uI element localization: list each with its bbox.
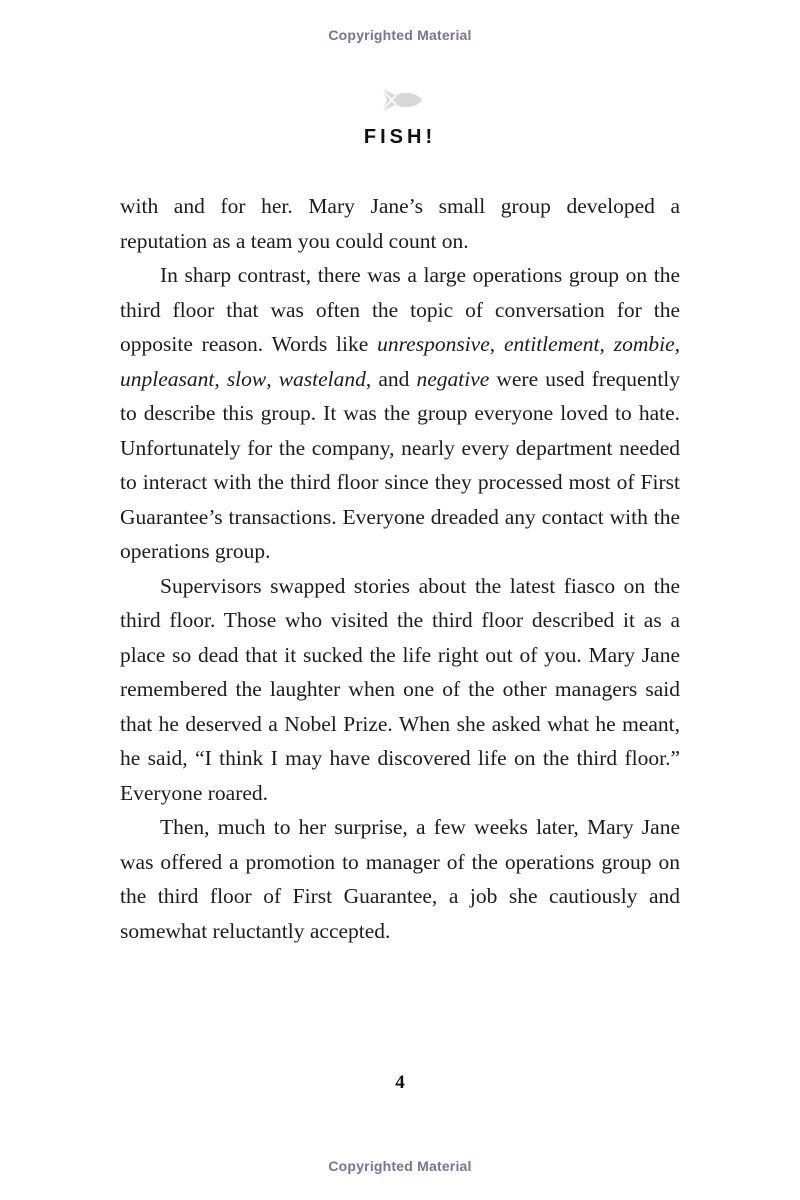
- text-run: , and: [365, 366, 417, 391]
- text-run: were used frequently to describe this group. It was the group everyone loved to hate. Unfortunately for the company, nearly every department needed to interact with the third floor since they processed most of First Guarantee’s transactions. Everyone dreaded any contact with the operations group.: [120, 366, 681, 563]
- italic-text-run: unresponsive: [377, 332, 490, 356]
- book-title: FISH!: [363, 126, 437, 148]
- paragraph: [120, 189, 680, 258]
- text-run: ,: [674, 332, 680, 356]
- italic-text-run: negative: [416, 366, 490, 391]
- italic-text-run: entitlement: [503, 332, 600, 356]
- italic-text-run: unpleasant: [120, 366, 215, 391]
- body-text: [120, 189, 680, 948]
- italic-text-run: slow: [226, 366, 267, 391]
- paragraph: [120, 810, 680, 948]
- text-run: with and for her. Mary Jane’s small group developed a reputation as a team you could count on.: [120, 194, 680, 253]
- text-run: Supervisors swapped stories about the latest fiasco on the third floor. Those who visited the third floor described it as a place so dead that it sucked the life right out of you. Mary Jane remembered the laughter when one of the other managers said that he deserved a Nobel Prize. When she asked what he meant, he said, “I think I may have discovered life on the third floor.” Everyone roared.: [120, 573, 680, 805]
- text-run: ,: [266, 366, 279, 391]
- italic-text-run: zombie: [613, 332, 675, 356]
- paragraph: [120, 569, 680, 811]
- text-run: ,: [214, 366, 227, 391]
- italic-text-run: wasteland: [278, 366, 366, 391]
- text-run: ,: [489, 332, 504, 356]
- copyright-bottom-label: Copyrighted Material: [328, 1158, 472, 1174]
- chapter-logo-block: [0, 87, 800, 149]
- page-number: 4: [395, 1072, 405, 1093]
- paragraph: [120, 258, 680, 569]
- fish-icon: [376, 87, 424, 113]
- copyright-top-label: Copyrighted Material: [328, 27, 472, 43]
- text-run: In sharp contrast, there was a large operations group on the third floor that was often the topic of conversation for the opposite reason. Words like: [120, 263, 680, 356]
- text-run: ,: [599, 332, 614, 356]
- text-run: Then, much to her surprise, a few weeks later, Mary Jane was offered a promotion to manager of the operations group on the third floor of First Guarantee, a job she cautiously and somewhat reluctantly accepted.: [120, 815, 680, 943]
